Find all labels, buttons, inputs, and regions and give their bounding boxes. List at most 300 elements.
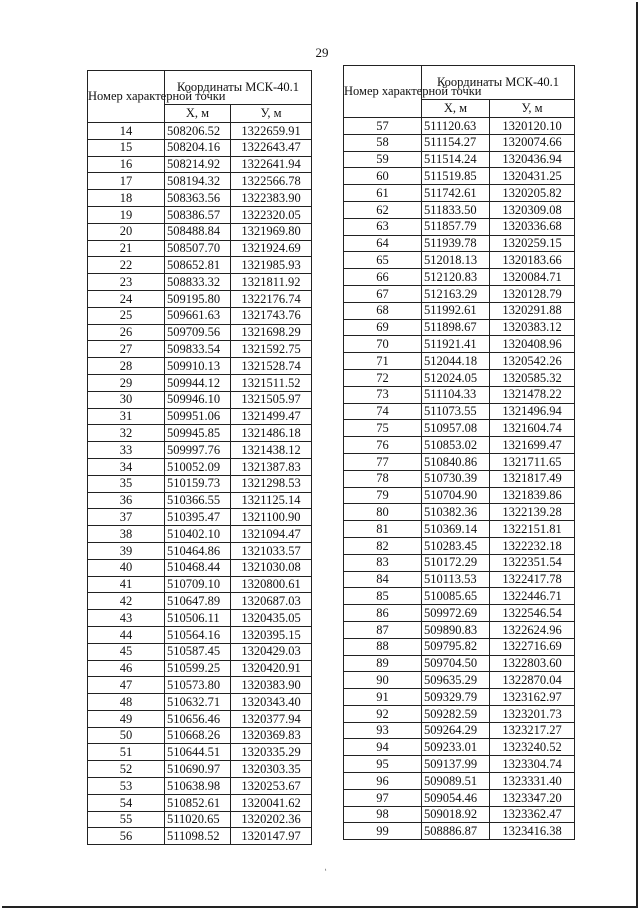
y-coordinate-cell: 1321985.93 [231, 257, 312, 274]
y-coordinate-cell: 1320074.66 [490, 134, 575, 151]
table-row [344, 319, 575, 336]
y-coordinate-cell: 1321699.47 [490, 437, 575, 454]
y-coordinate-cell: 1320120.10 [490, 118, 575, 135]
x-coordinate-cell: 512163.29 [422, 285, 490, 302]
x-coordinate-cell: 511154.27 [422, 134, 490, 151]
y-coordinate-cell: 1322641.94 [231, 156, 312, 173]
y-coordinate-cell: 1320084.71 [490, 269, 575, 286]
table-row [344, 605, 575, 622]
x-coordinate-cell: 508363.56 [165, 190, 231, 207]
x-coordinate-cell: 509635.29 [422, 672, 490, 689]
point-number-cell: 89 [344, 655, 422, 672]
x-coordinate-cell: 508488.84 [165, 223, 231, 240]
x-coordinate-cell: 509089.51 [422, 773, 490, 790]
table-row [344, 369, 575, 386]
table-body-left [88, 123, 312, 845]
x-coordinate-cell: 509195.80 [165, 290, 231, 307]
point-number-cell: 68 [344, 302, 422, 319]
table-row [88, 492, 312, 509]
point-number-cell: 58 [344, 134, 422, 151]
table-row [88, 341, 312, 358]
x-coordinate-cell: 511833.50 [422, 201, 490, 218]
y-coordinate-cell: 1321030.08 [231, 559, 312, 576]
x-coordinate-cell: 511073.55 [422, 403, 490, 420]
x-coordinate-cell: 511104.33 [422, 386, 490, 403]
y-coordinate-cell: 1320800.61 [231, 576, 312, 593]
point-number-cell: 39 [88, 542, 165, 559]
point-number-cell: 36 [88, 492, 165, 509]
point-number-cell: 22 [88, 257, 165, 274]
point-number-cell: 98 [344, 806, 422, 823]
y-coordinate-cell: 1323416.38 [490, 823, 575, 840]
point-number-cell: 28 [88, 358, 165, 375]
table-row [344, 571, 575, 588]
point-number-cell: 44 [88, 626, 165, 643]
table-row [88, 425, 312, 442]
x-coordinate-cell: 509661.63 [165, 307, 231, 324]
y-coordinate-cell: 1321100.90 [231, 509, 312, 526]
table-row [344, 269, 575, 286]
point-number-cell: 14 [88, 123, 165, 140]
y-coordinate-cell: 1320202.36 [231, 811, 312, 828]
point-number-cell: 57 [344, 118, 422, 135]
y-coordinate-cell: 1320253.67 [231, 778, 312, 795]
table-row [344, 151, 575, 168]
x-coordinate-cell: 510172.29 [422, 554, 490, 571]
x-coordinate-cell: 509951.06 [165, 408, 231, 425]
y-coordinate-cell: 1321528.74 [231, 358, 312, 375]
point-number-cell: 46 [88, 660, 165, 677]
y-coordinate-cell: 1320429.03 [231, 643, 312, 660]
x-coordinate-cell: 510468.44 [165, 559, 231, 576]
y-coordinate-cell: 1323304.74 [490, 756, 575, 773]
table-row [344, 302, 575, 319]
x-coordinate-cell: 511939.78 [422, 235, 490, 252]
point-number-cell: 29 [88, 374, 165, 391]
table-row [344, 739, 575, 756]
x-coordinate-cell: 508194.32 [165, 173, 231, 190]
point-number-cell: 59 [344, 151, 422, 168]
point-number-cell: 40 [88, 559, 165, 576]
x-coordinate-cell: 510656.46 [165, 710, 231, 727]
x-coordinate-cell: 508386.57 [165, 206, 231, 223]
point-number-cell: 43 [88, 610, 165, 627]
point-number-cell: 41 [88, 576, 165, 593]
table-row [344, 403, 575, 420]
y-coordinate-cell: 1322659.91 [231, 123, 312, 140]
point-number-cell: 82 [344, 537, 422, 554]
y-coordinate-cell: 1321711.65 [490, 453, 575, 470]
point-number-cell: 99 [344, 823, 422, 840]
table-row [344, 470, 575, 487]
y-coordinate-cell: 1322351.54 [490, 554, 575, 571]
point-number-cell: 94 [344, 739, 422, 756]
y-coordinate-cell: 1322417.78 [490, 571, 575, 588]
y-coordinate-cell: 1321511.52 [231, 374, 312, 391]
table-row [344, 504, 575, 521]
y-coordinate-cell: 1320436.94 [490, 151, 575, 168]
point-number-cell: 53 [88, 778, 165, 795]
point-number-cell: 25 [88, 307, 165, 324]
point-number-cell: 73 [344, 386, 422, 403]
y-coordinate-cell: 1320335.29 [231, 744, 312, 761]
table-row [344, 353, 575, 370]
table-row [344, 252, 575, 269]
point-number-cell: 16 [88, 156, 165, 173]
x-coordinate-cell: 509282.59 [422, 705, 490, 722]
x-coordinate-cell: 510382.36 [422, 504, 490, 521]
point-number-cell: 71 [344, 353, 422, 370]
header-coordinates: Координаты МСК-40.1 [422, 66, 575, 100]
table-row [88, 744, 312, 761]
y-coordinate-cell: 1321817.49 [490, 470, 575, 487]
table-row [344, 789, 575, 806]
header-coordinates: Координаты МСК-40.1 [165, 71, 312, 105]
point-number-cell: 80 [344, 504, 422, 521]
point-number-cell: 74 [344, 403, 422, 420]
y-coordinate-cell: 1320128.79 [490, 285, 575, 302]
point-number-cell: 32 [88, 425, 165, 442]
point-number-cell: 81 [344, 521, 422, 538]
x-coordinate-cell: 511120.63 [422, 118, 490, 135]
header-point-number: Номер характерной точки [344, 66, 422, 118]
y-coordinate-cell: 1321811.92 [231, 274, 312, 291]
y-coordinate-cell: 1321839.86 [490, 487, 575, 504]
x-coordinate-cell: 509946.10 [165, 391, 231, 408]
point-number-cell: 31 [88, 408, 165, 425]
point-number-cell: 52 [88, 761, 165, 778]
y-coordinate-cell: 1321969.80 [231, 223, 312, 240]
y-coordinate-cell: 1322643.47 [231, 139, 312, 156]
x-coordinate-cell: 510402.10 [165, 526, 231, 543]
point-number-cell: 21 [88, 240, 165, 257]
document-page [2, 2, 638, 908]
x-coordinate-cell: 508214.92 [165, 156, 231, 173]
y-coordinate-cell: 1323240.52 [490, 739, 575, 756]
table-row [344, 773, 575, 790]
x-coordinate-cell: 509890.83 [422, 621, 490, 638]
y-coordinate-cell: 1320383.90 [231, 677, 312, 694]
table-row [88, 559, 312, 576]
x-coordinate-cell: 510573.80 [165, 677, 231, 694]
y-coordinate-cell: 1321387.83 [231, 458, 312, 475]
y-coordinate-cell: 1322446.71 [490, 588, 575, 605]
table-row [344, 823, 575, 840]
x-coordinate-cell: 512044.18 [422, 353, 490, 370]
x-coordinate-cell: 511514.24 [422, 151, 490, 168]
point-number-cell: 48 [88, 694, 165, 711]
table-row [88, 274, 312, 291]
table-row [88, 442, 312, 459]
y-coordinate-cell: 1323331.40 [490, 773, 575, 790]
point-number-cell: 64 [344, 235, 422, 252]
x-coordinate-cell: 509018.92 [422, 806, 490, 823]
point-number-cell: 77 [344, 453, 422, 470]
y-coordinate-cell: 1320183.66 [490, 252, 575, 269]
y-coordinate-cell: 1320205.82 [490, 185, 575, 202]
x-coordinate-cell: 509233.01 [422, 739, 490, 756]
table-row [88, 778, 312, 795]
y-coordinate-cell: 1322566.78 [231, 173, 312, 190]
table-row [88, 358, 312, 375]
y-coordinate-cell: 1323217.27 [490, 722, 575, 739]
table-row [344, 806, 575, 823]
x-coordinate-cell: 509945.85 [165, 425, 231, 442]
table-row [344, 218, 575, 235]
table-row [88, 190, 312, 207]
x-coordinate-cell: 510957.08 [422, 420, 490, 437]
table-row [344, 638, 575, 655]
y-coordinate-cell: 1320369.83 [231, 727, 312, 744]
y-coordinate-cell: 1322320.05 [231, 206, 312, 223]
point-number-cell: 79 [344, 487, 422, 504]
y-coordinate-cell: 1321743.76 [231, 307, 312, 324]
table-row [344, 487, 575, 504]
x-coordinate-cell: 510369.14 [422, 521, 490, 538]
y-coordinate-cell: 1320383.12 [490, 319, 575, 336]
point-number-cell: 30 [88, 391, 165, 408]
table-row [88, 139, 312, 156]
table-row [88, 257, 312, 274]
table-row [88, 593, 312, 610]
table-row [88, 811, 312, 828]
x-coordinate-cell: 509709.56 [165, 324, 231, 341]
point-number-cell: 35 [88, 475, 165, 492]
table-row [88, 727, 312, 744]
point-number-cell: 69 [344, 319, 422, 336]
point-number-cell: 19 [88, 206, 165, 223]
x-coordinate-cell: 510638.98 [165, 778, 231, 795]
table-row [88, 509, 312, 526]
point-number-cell: 65 [344, 252, 422, 269]
table-row [344, 537, 575, 554]
x-coordinate-cell: 508833.32 [165, 274, 231, 291]
y-coordinate-cell: 1320041.62 [231, 794, 312, 811]
point-number-cell: 92 [344, 705, 422, 722]
x-coordinate-cell: 510587.45 [165, 643, 231, 660]
x-coordinate-cell: 510564.16 [165, 626, 231, 643]
x-coordinate-cell: 509944.12 [165, 374, 231, 391]
table-row [344, 453, 575, 470]
table-body-right [344, 118, 575, 840]
x-coordinate-cell: 512024.05 [422, 369, 490, 386]
y-coordinate-cell: 1321298.53 [231, 475, 312, 492]
table-row [88, 794, 312, 811]
point-number-cell: 51 [88, 744, 165, 761]
y-coordinate-cell: 1321438.12 [231, 442, 312, 459]
table-row [88, 324, 312, 341]
table-row [88, 391, 312, 408]
point-number-cell: 78 [344, 470, 422, 487]
y-coordinate-cell: 1320309.08 [490, 201, 575, 218]
y-coordinate-cell: 1320585.32 [490, 369, 575, 386]
point-number-cell: 33 [88, 442, 165, 459]
point-number-cell: 47 [88, 677, 165, 694]
point-number-cell: 97 [344, 789, 422, 806]
table-row [344, 118, 575, 135]
x-coordinate-cell: 509329.79 [422, 689, 490, 706]
x-coordinate-cell: 509910.13 [165, 358, 231, 375]
x-coordinate-cell: 510647.89 [165, 593, 231, 610]
x-coordinate-cell: 509704.50 [422, 655, 490, 672]
point-number-cell: 61 [344, 185, 422, 202]
x-coordinate-cell: 509972.69 [422, 605, 490, 622]
table-row [88, 475, 312, 492]
table-row [88, 156, 312, 173]
x-coordinate-cell: 510113.53 [422, 571, 490, 588]
y-coordinate-cell: 1320395.15 [231, 626, 312, 643]
point-number-cell: 38 [88, 526, 165, 543]
x-coordinate-cell: 509054.46 [422, 789, 490, 806]
point-number-cell: 34 [88, 458, 165, 475]
y-coordinate-cell: 1323201.73 [490, 705, 575, 722]
point-number-cell: 37 [88, 509, 165, 526]
point-number-cell: 87 [344, 621, 422, 638]
table-row [344, 185, 575, 202]
point-number-cell: 84 [344, 571, 422, 588]
x-coordinate-cell: 510052.09 [165, 458, 231, 475]
footer-mark: ͺ [324, 860, 328, 871]
x-coordinate-cell: 510395.47 [165, 509, 231, 526]
table-row [88, 458, 312, 475]
y-coordinate-cell: 1321033.57 [231, 542, 312, 559]
y-coordinate-cell: 1320259.15 [490, 235, 575, 252]
y-coordinate-cell: 1320435.05 [231, 610, 312, 627]
y-coordinate-cell: 1320431.25 [490, 168, 575, 185]
y-coordinate-cell: 1322803.60 [490, 655, 575, 672]
table-row [88, 206, 312, 223]
header-x: Х, м [165, 105, 231, 123]
point-number-cell: 95 [344, 756, 422, 773]
x-coordinate-cell: 510644.51 [165, 744, 231, 761]
point-number-cell: 24 [88, 290, 165, 307]
table-row [88, 828, 312, 845]
table-row [88, 576, 312, 593]
y-coordinate-cell: 1320147.97 [231, 828, 312, 845]
table-row [344, 420, 575, 437]
x-coordinate-cell: 510730.39 [422, 470, 490, 487]
y-coordinate-cell: 1320303.35 [231, 761, 312, 778]
point-number-cell: 83 [344, 554, 422, 571]
y-coordinate-cell: 1321496.94 [490, 403, 575, 420]
table-row [344, 621, 575, 638]
x-coordinate-cell: 509264.29 [422, 722, 490, 739]
point-number-cell: 75 [344, 420, 422, 437]
point-number-cell: 85 [344, 588, 422, 605]
y-coordinate-cell: 1320687.03 [231, 593, 312, 610]
y-coordinate-cell: 1321125.14 [231, 492, 312, 509]
table-row [88, 290, 312, 307]
x-coordinate-cell: 510668.26 [165, 727, 231, 744]
point-number-cell: 23 [88, 274, 165, 291]
x-coordinate-cell: 510366.55 [165, 492, 231, 509]
y-coordinate-cell: 1322624.96 [490, 621, 575, 638]
y-coordinate-cell: 1321094.47 [231, 526, 312, 543]
x-coordinate-cell: 511098.52 [165, 828, 231, 845]
x-coordinate-cell: 511519.85 [422, 168, 490, 185]
x-coordinate-cell: 510709.10 [165, 576, 231, 593]
y-coordinate-cell: 1320408.96 [490, 336, 575, 353]
x-coordinate-cell: 510464.86 [165, 542, 231, 559]
x-coordinate-cell: 508206.52 [165, 123, 231, 140]
x-coordinate-cell: 512018.13 [422, 252, 490, 269]
table-row [88, 240, 312, 257]
x-coordinate-cell: 511742.61 [422, 185, 490, 202]
header-point-number: Номер характерной точки [88, 71, 165, 123]
x-coordinate-cell: 511857.79 [422, 218, 490, 235]
point-number-cell: 67 [344, 285, 422, 302]
table-row [88, 123, 312, 140]
x-coordinate-cell: 511992.61 [422, 302, 490, 319]
x-coordinate-cell: 511020.65 [165, 811, 231, 828]
coordinates-table-right [343, 65, 575, 840]
table-row [88, 626, 312, 643]
table-row [344, 168, 575, 185]
x-coordinate-cell: 508886.87 [422, 823, 490, 840]
x-coordinate-cell: 510283.45 [422, 537, 490, 554]
x-coordinate-cell: 510704.90 [422, 487, 490, 504]
x-coordinate-cell: 508652.81 [165, 257, 231, 274]
point-number-cell: 42 [88, 593, 165, 610]
table-row [344, 235, 575, 252]
y-coordinate-cell: 1321505.97 [231, 391, 312, 408]
table-row [88, 677, 312, 694]
x-coordinate-cell: 509833.54 [165, 341, 231, 358]
point-number-cell: 55 [88, 811, 165, 828]
table-row [344, 672, 575, 689]
x-coordinate-cell: 510840.86 [422, 453, 490, 470]
point-number-cell: 76 [344, 437, 422, 454]
point-number-cell: 26 [88, 324, 165, 341]
header-x: Х, м [422, 100, 490, 118]
point-number-cell: 18 [88, 190, 165, 207]
y-coordinate-cell: 1320336.68 [490, 218, 575, 235]
x-coordinate-cell: 510632.71 [165, 694, 231, 711]
table-row [344, 689, 575, 706]
point-number-cell: 50 [88, 727, 165, 744]
y-coordinate-cell: 1322232.18 [490, 537, 575, 554]
table-row [344, 386, 575, 403]
y-coordinate-cell: 1322546.54 [490, 605, 575, 622]
y-coordinate-cell: 1321604.74 [490, 420, 575, 437]
point-number-cell: 27 [88, 341, 165, 358]
x-coordinate-cell: 508507.70 [165, 240, 231, 257]
x-coordinate-cell: 510085.65 [422, 588, 490, 605]
y-coordinate-cell: 1322870.04 [490, 672, 575, 689]
table-row [344, 201, 575, 218]
table-row [344, 437, 575, 454]
table-row [344, 285, 575, 302]
point-number-cell: 54 [88, 794, 165, 811]
table-row [344, 588, 575, 605]
x-coordinate-cell: 509137.99 [422, 756, 490, 773]
point-number-cell: 62 [344, 201, 422, 218]
table-row [344, 655, 575, 672]
y-coordinate-cell: 1323162.97 [490, 689, 575, 706]
point-number-cell: 56 [88, 828, 165, 845]
table-row [344, 722, 575, 739]
point-number-cell: 49 [88, 710, 165, 727]
y-coordinate-cell: 1321499.47 [231, 408, 312, 425]
y-coordinate-cell: 1322151.81 [490, 521, 575, 538]
coordinates-table-left [87, 70, 312, 845]
y-coordinate-cell: 1323347.20 [490, 789, 575, 806]
x-coordinate-cell: 508204.16 [165, 139, 231, 156]
y-coordinate-cell: 1321478.22 [490, 386, 575, 403]
table-row [344, 705, 575, 722]
point-number-cell: 70 [344, 336, 422, 353]
table-row [344, 336, 575, 353]
